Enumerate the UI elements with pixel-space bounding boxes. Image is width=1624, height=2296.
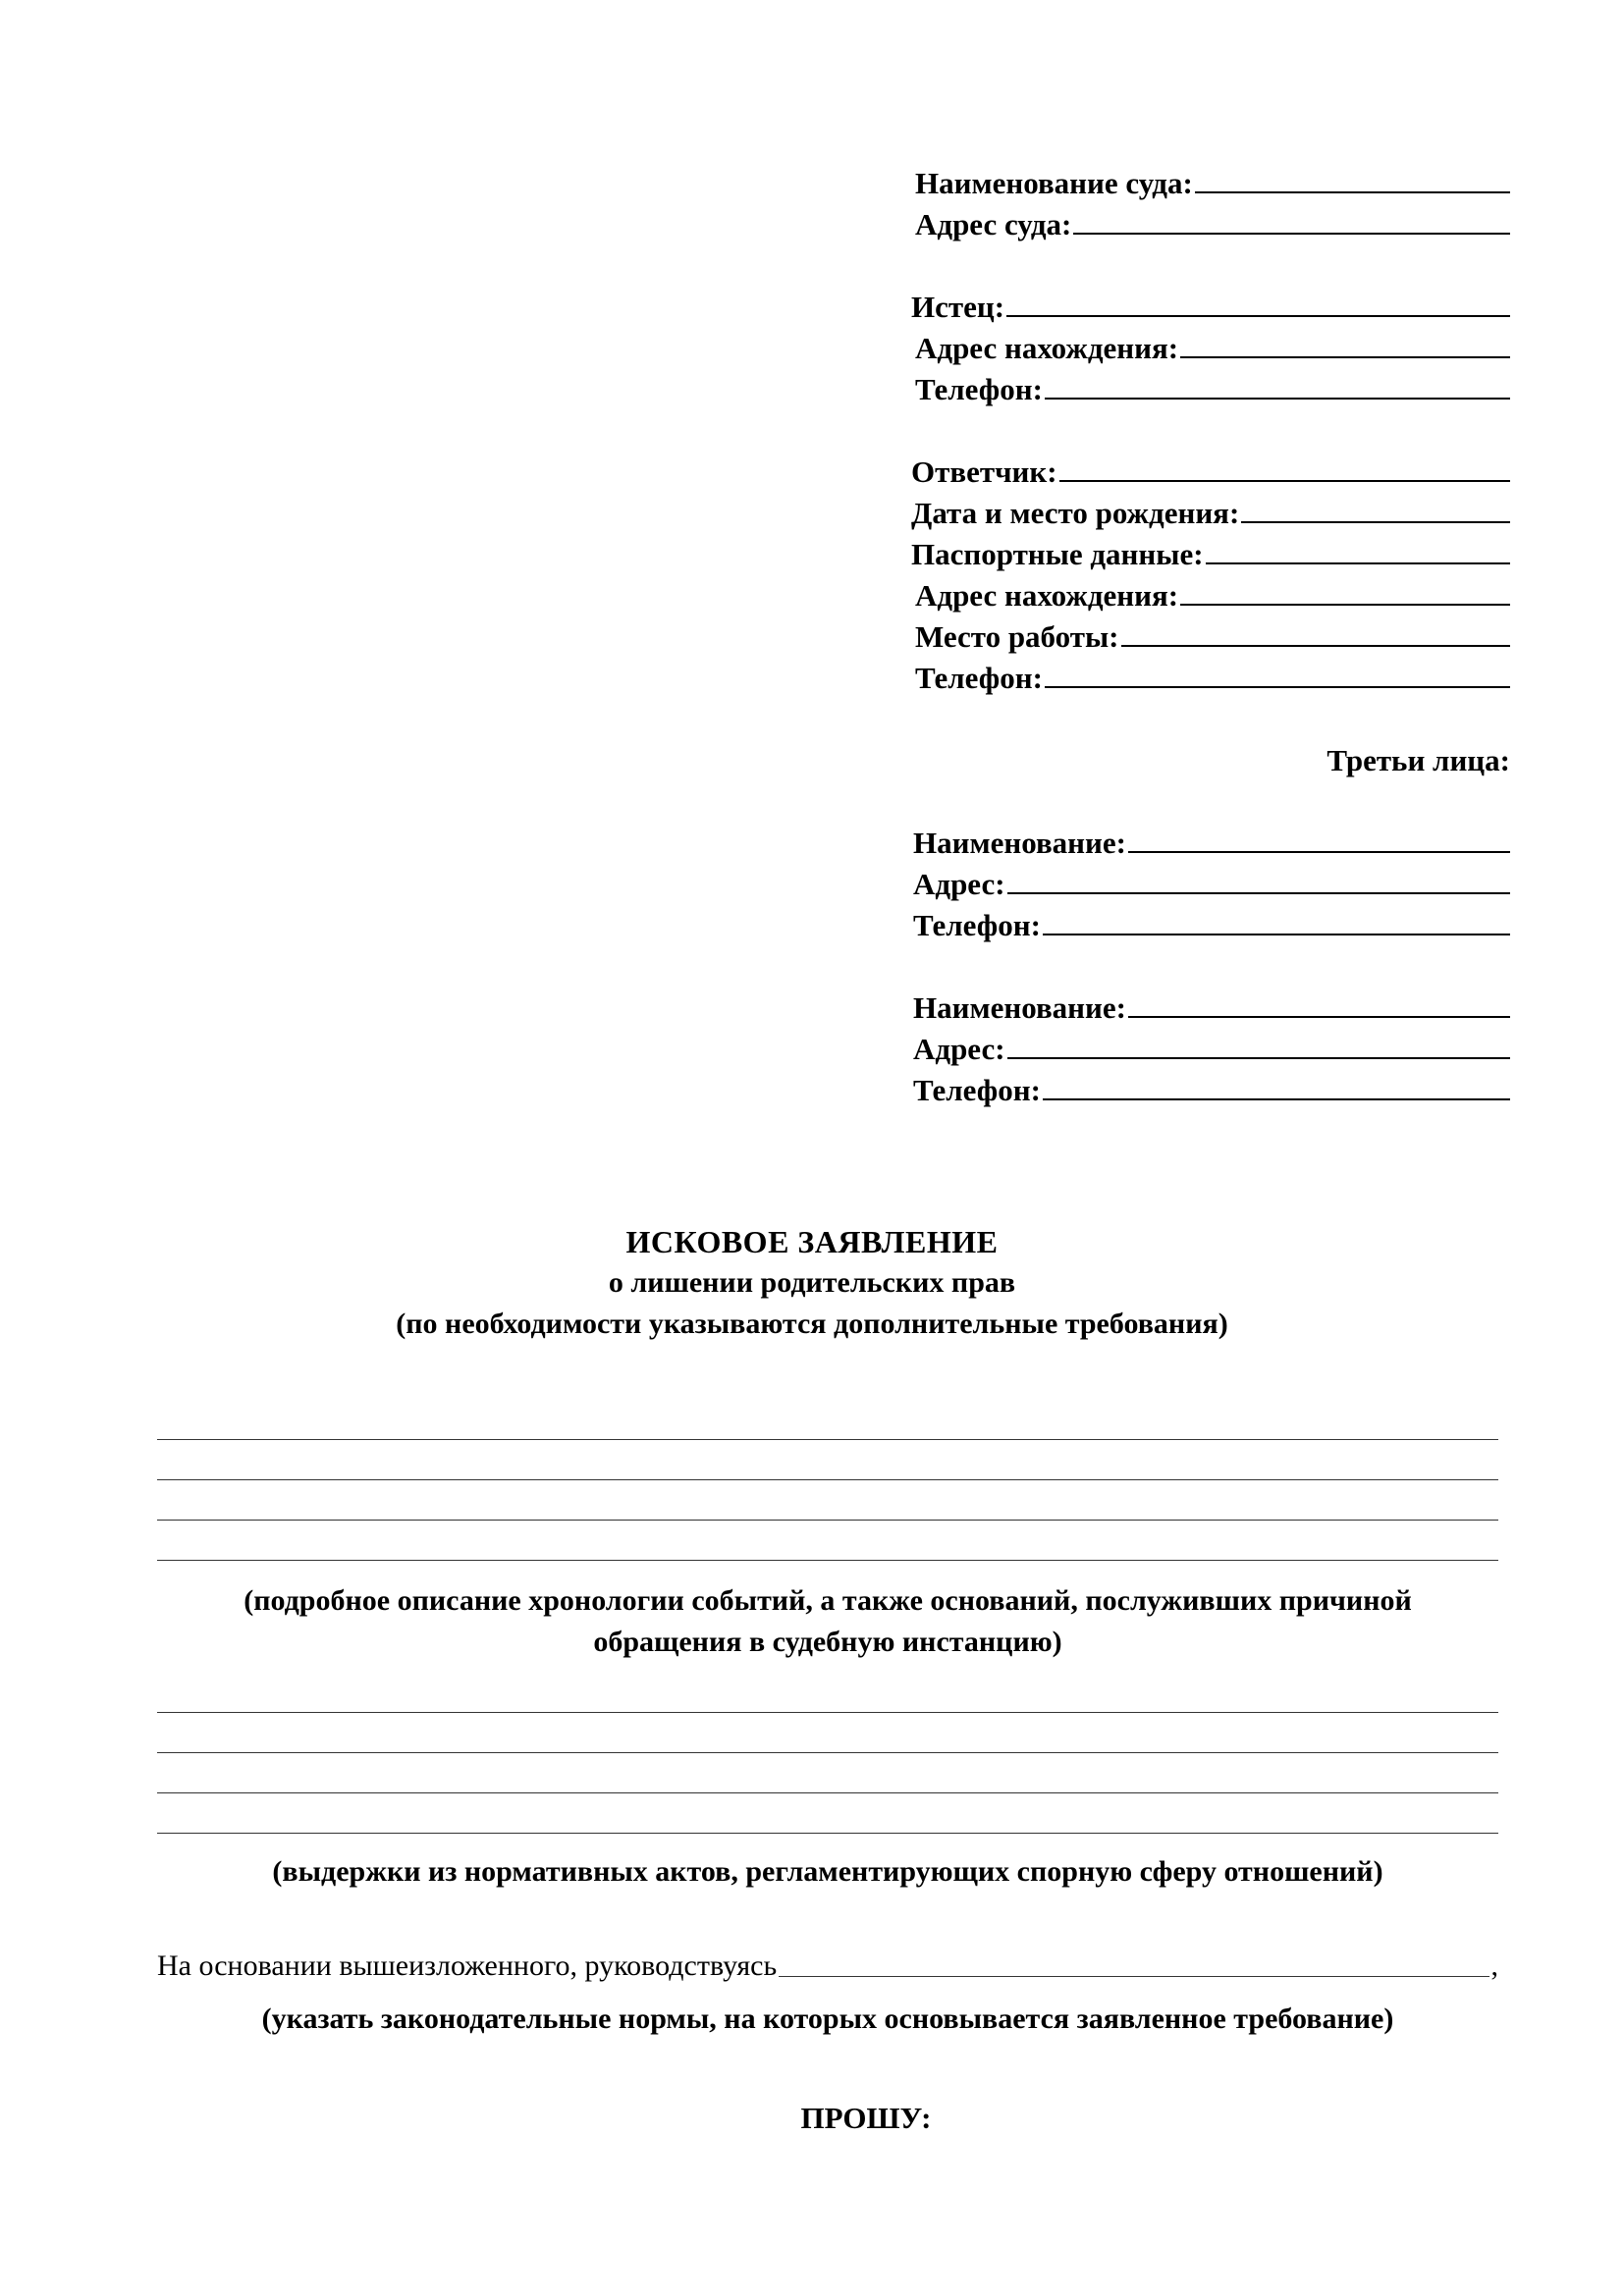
field-label: Адрес суда: bbox=[915, 207, 1072, 241]
plaintiff-field[interactable] bbox=[911, 281, 1510, 322]
blank-line[interactable] bbox=[1128, 850, 1510, 853]
defendant-address-field[interactable] bbox=[911, 569, 1510, 611]
blank-line[interactable] bbox=[1073, 232, 1510, 235]
document-title-block bbox=[0, 1221, 1624, 1345]
field-label: Телефон: bbox=[913, 908, 1041, 942]
defendant-birth-field[interactable] bbox=[911, 487, 1510, 528]
blank-line[interactable] bbox=[1007, 891, 1510, 894]
third-party-1-phone-field[interactable] bbox=[911, 899, 1510, 940]
plaintiff-phone-field[interactable] bbox=[911, 363, 1510, 404]
third-party-1-address-field[interactable] bbox=[911, 858, 1510, 899]
field-label: Адрес нахождения: bbox=[915, 578, 1179, 613]
document-title-note: (по необходимости указываются дополнительные требования) bbox=[396, 1308, 1228, 1340]
court-address-field[interactable] bbox=[911, 198, 1510, 240]
document-subtitle: о лишении родительских прав bbox=[608, 1266, 1016, 1299]
third-parties-heading bbox=[911, 734, 1510, 775]
field-label: Адрес: bbox=[913, 867, 1005, 901]
third-party-2-address-field[interactable] bbox=[911, 1023, 1510, 1064]
field-label: Истец: bbox=[911, 290, 1005, 324]
description-note bbox=[157, 1580, 1498, 1663]
defendant-work-field[interactable] bbox=[911, 611, 1510, 652]
blank-line[interactable] bbox=[1128, 1015, 1510, 1018]
field-label: Наименование суда: bbox=[915, 166, 1193, 200]
description-blank-lines[interactable] bbox=[157, 1400, 1498, 1561]
basis-comma: , bbox=[1490, 1949, 1498, 1982]
blank-line[interactable] bbox=[157, 1521, 1498, 1561]
field-label: Наименование: bbox=[913, 990, 1126, 1025]
section-heading: Третьи лица: bbox=[1326, 743, 1510, 777]
basis-note: (указать законодательные нормы, на которых основывается заявленное требование) bbox=[261, 2002, 1394, 2035]
note-line: обращения в судебную инстанцию) bbox=[593, 1626, 1062, 1658]
blank-line[interactable] bbox=[157, 1400, 1498, 1440]
acts-blank-lines[interactable] bbox=[157, 1673, 1498, 1834]
basis-line[interactable] bbox=[157, 1951, 1498, 1981]
field-label: Телефон: bbox=[913, 1073, 1041, 1107]
court-name-field[interactable] bbox=[911, 157, 1510, 198]
blank-line[interactable] bbox=[1045, 685, 1510, 688]
field-label: Место работы: bbox=[915, 619, 1119, 654]
blank-line[interactable] bbox=[1241, 520, 1510, 523]
blank-line[interactable] bbox=[1180, 355, 1510, 358]
defendant-phone-field[interactable] bbox=[911, 652, 1510, 693]
field-label: Паспортные данные: bbox=[911, 537, 1204, 571]
field-label: Дата и место рождения: bbox=[911, 496, 1240, 530]
third-party-1-name-field[interactable] bbox=[911, 817, 1510, 858]
defendant-field[interactable] bbox=[911, 446, 1510, 487]
third-party-2-phone-field[interactable] bbox=[911, 1064, 1510, 1105]
blank-line[interactable] bbox=[1043, 933, 1510, 935]
note-line: (подробное описание хронологии событий, а также оснований, послуживших причиной bbox=[244, 1584, 1412, 1617]
blank-line[interactable] bbox=[1043, 1097, 1510, 1100]
blank-line[interactable] bbox=[1006, 314, 1510, 317]
blank-line[interactable] bbox=[157, 1753, 1498, 1793]
blank-line[interactable] bbox=[157, 1673, 1498, 1713]
request-heading bbox=[0, 2101, 1624, 2136]
blank-line[interactable] bbox=[157, 1793, 1498, 1834]
plaintiff-address-field[interactable] bbox=[911, 322, 1510, 363]
field-label: Телефон: bbox=[915, 661, 1043, 695]
document-title: ИСКОВОЕ ЗАЯВЛЕНИЕ bbox=[625, 1224, 999, 1259]
request-label: ПРОШУ: bbox=[800, 2101, 932, 2135]
acts-note: (выдержки из нормативных актов, регламентирующих спорную сферу отношений) bbox=[272, 1855, 1383, 1888]
basis-text: На основании вышеизложенного, руководствуясь bbox=[157, 1949, 778, 1982]
blank-line[interactable] bbox=[157, 1713, 1498, 1753]
blank-line[interactable] bbox=[1045, 397, 1510, 400]
blank-line[interactable] bbox=[1206, 561, 1510, 564]
blank-line[interactable] bbox=[1007, 1056, 1510, 1059]
blank-line[interactable] bbox=[1180, 603, 1510, 606]
blank-line[interactable] bbox=[1059, 479, 1510, 482]
field-label: Наименование: bbox=[913, 826, 1126, 860]
blank-line[interactable] bbox=[1195, 190, 1510, 193]
blank-line[interactable] bbox=[1121, 644, 1511, 647]
field-label: Адрес нахождения: bbox=[915, 331, 1179, 365]
field-label: Адрес: bbox=[913, 1032, 1005, 1066]
blank-line[interactable] bbox=[779, 1975, 1489, 1977]
defendant-passport-field[interactable] bbox=[911, 528, 1510, 569]
blank-line[interactable] bbox=[157, 1480, 1498, 1521]
parties-header bbox=[911, 157, 1510, 1105]
field-label: Телефон: bbox=[915, 372, 1043, 406]
field-label: Ответчик: bbox=[911, 454, 1057, 489]
third-party-2-name-field[interactable] bbox=[911, 982, 1510, 1023]
blank-line[interactable] bbox=[157, 1440, 1498, 1480]
